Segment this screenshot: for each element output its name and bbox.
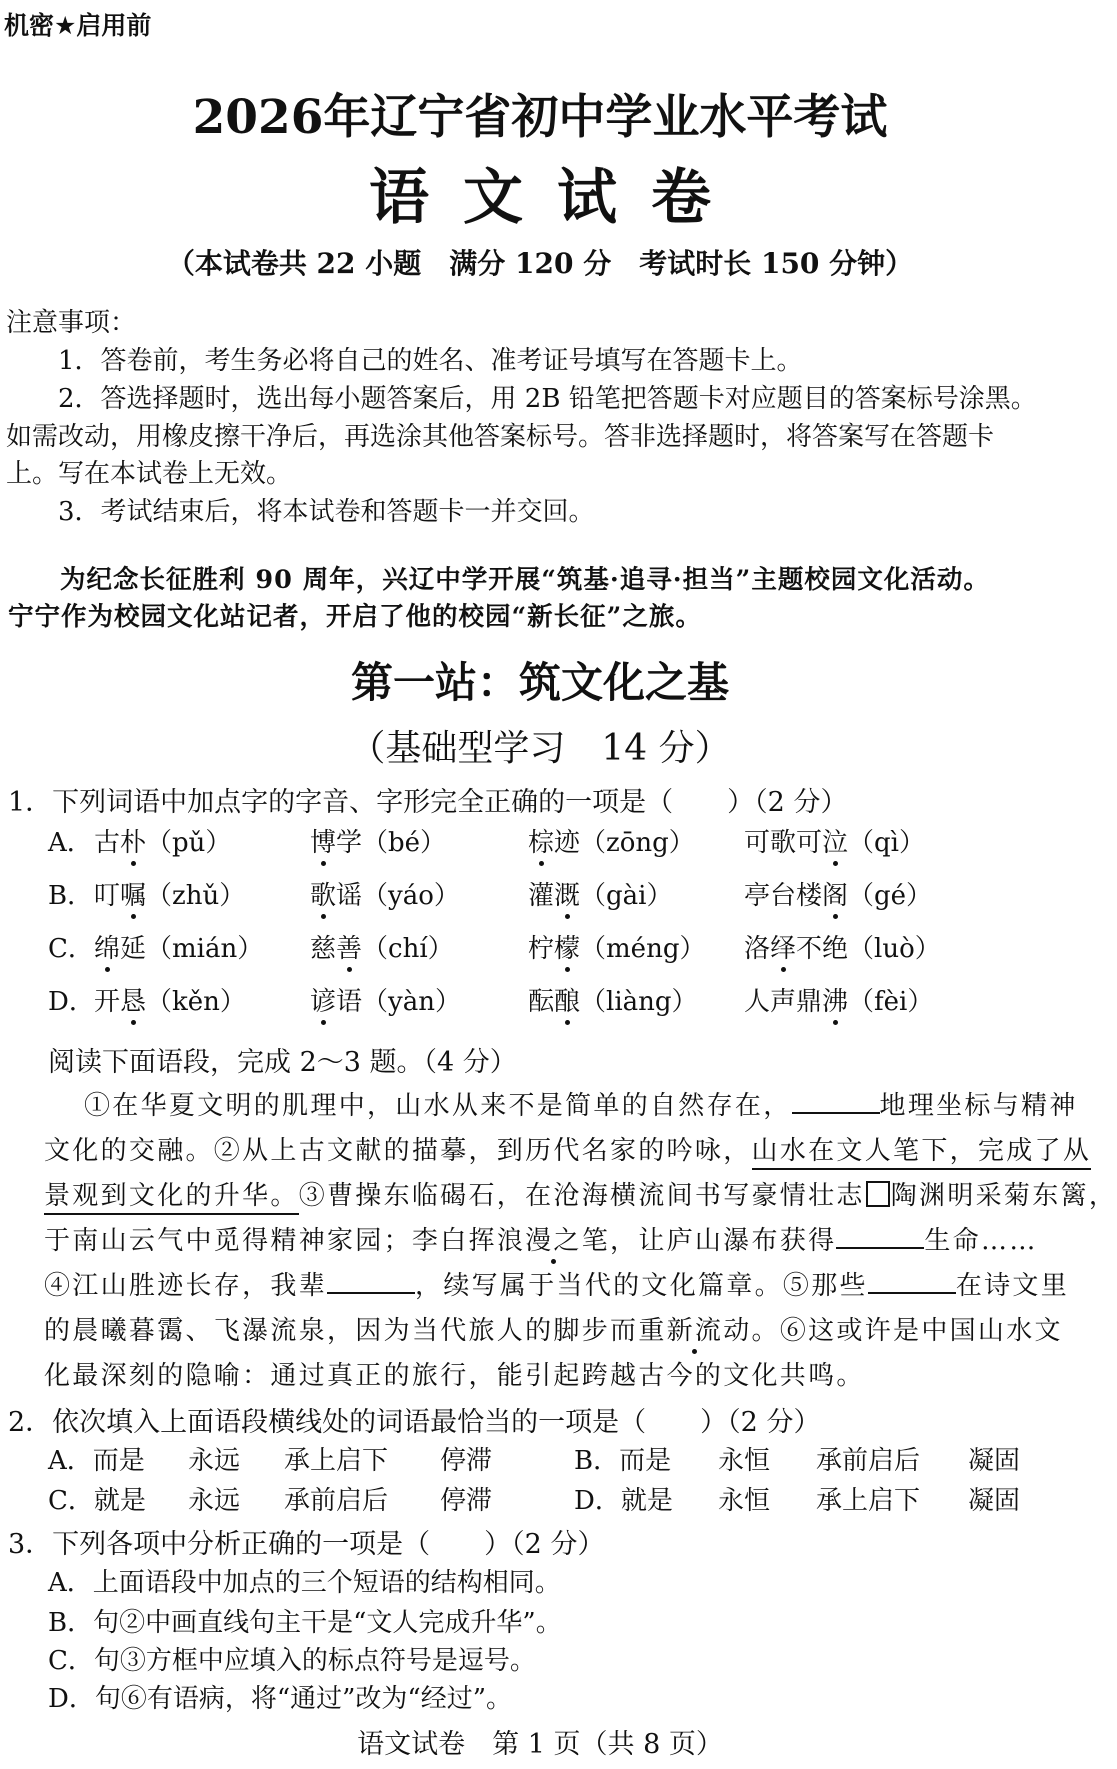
dotted-char: 博 <box>310 822 336 859</box>
q3-option-a: A．上面语段中加点的三个短语的结构相同。 <box>48 1568 561 1598</box>
dotted-char: 泣 <box>822 822 848 859</box>
word: 开 <box>94 987 121 1017</box>
passage-text: 陶渊明采菊东篱， <box>890 1181 1117 1211</box>
dotted-char: 沸 <box>822 981 848 1018</box>
option-word: 永恒 <box>718 1446 771 1476</box>
notice-item-1: 1．答卷前，考生务必将自己的姓名、准考证号填写在答题卡上。 <box>58 346 803 376</box>
pinyin: （bé） <box>362 828 447 858</box>
pinyin: （chí） <box>362 934 454 964</box>
pinyin: （yàn） <box>362 987 461 1017</box>
word: 洛 <box>744 934 771 964</box>
passage-line-6 <box>44 1310 1063 1347</box>
notice-item-2-end: 上。写在本试卷上无效。 <box>6 459 293 489</box>
notice-item-2: 2．答选择题时，选出每小题答案后，用 2B 铅笔把答题卡对应题目的答案标号涂黑。 <box>58 384 1037 414</box>
passage-text: ①在华夏文明的肌理中，山水从来不是简单的自然存在， <box>84 1091 792 1121</box>
option-word: C．就是 <box>48 1486 146 1516</box>
passage-line-4 <box>44 1220 1038 1257</box>
dotted-char: 阁 <box>822 875 848 912</box>
subject-title: 语文试卷 <box>369 163 745 233</box>
pinyin: （zhǔ） <box>146 881 246 911</box>
underlined-sentence: 山水在文人笔下，完成了从 <box>752 1136 1092 1170</box>
q2-option-c <box>48 1480 568 1516</box>
option-word: A．而是 <box>48 1446 145 1476</box>
word: 学 <box>336 828 363 858</box>
dotted-char: 谚 <box>310 981 336 1018</box>
q1-option-d <box>48 981 1048 1021</box>
pinyin: （qì） <box>848 828 925 858</box>
exam-title: 2026年辽宁省初中学业水平考试 <box>192 90 888 145</box>
passage-text: 文化的交融。②从上古文献的描摹，到历代名家的吟咏， <box>44 1136 752 1166</box>
passage-line-3 <box>44 1175 1117 1212</box>
dotted-char: 酿 <box>554 981 580 1018</box>
passage-line-1 <box>84 1085 1078 1122</box>
option-word: 承前启后 <box>816 1446 921 1476</box>
passage-text: ③曹操东临碣石，在沧海横流间书写豪情壮志 <box>298 1181 865 1211</box>
word: 酝 <box>528 987 555 1017</box>
word: 古 <box>94 828 121 858</box>
word: 柠 <box>528 934 555 964</box>
option-word: 停滞 <box>440 1446 493 1476</box>
dotted-char: 歌 <box>310 875 336 912</box>
dotted-char: 绵 <box>94 928 120 965</box>
dotted-char: 檬 <box>554 928 580 965</box>
passage-text: 于南山云气中觅得精神家园；李白挥 <box>44 1226 497 1256</box>
pinyin: （pǔ） <box>146 828 232 858</box>
q1-stem: 1．下列词语中加点字的字音、字形完全正确的一项是（ ）（2 分） <box>8 787 848 818</box>
pinyin: （mián） <box>146 934 264 964</box>
option-word: 凝固 <box>968 1486 1021 1516</box>
dotted-char: 善 <box>336 928 362 965</box>
word: 人声鼎 <box>744 987 823 1017</box>
intro-line-1: 为纪念长征胜利 90 周年，兴辽中学开展“筑基·追寻·担当”主题校园文化活动。 <box>60 565 990 595</box>
passage-text: 地理坐标与精神 <box>879 1091 1078 1121</box>
dotted-phrase: 浪漫之笔 <box>497 1220 610 1257</box>
reading-intro: 阅读下面语段，完成 2～3 题。（4 分） <box>48 1047 517 1078</box>
option-word: 承前启后 <box>284 1486 389 1516</box>
option-word: D．就是 <box>574 1486 673 1516</box>
word: 不绝 <box>796 934 849 964</box>
option-word: 永恒 <box>718 1486 771 1516</box>
passage-text: 的晨曦暮霭、飞瀑流泉，因为当代旅人的脚步而 <box>44 1316 639 1346</box>
pinyin: （kěn） <box>146 987 246 1017</box>
pinyin: （liàng） <box>580 987 698 1017</box>
option-word: 承上启下 <box>284 1446 389 1476</box>
dotted-char: 朴 <box>120 822 146 859</box>
passage-text: ④江山胜迹长存，我辈 <box>44 1271 328 1301</box>
word: 灌 <box>528 881 555 911</box>
q3-stem: 3．下列各项中分析正确的一项是（ ）（2 分） <box>8 1529 605 1560</box>
option-word: 永远 <box>188 1486 241 1516</box>
station-title: 第一站：筑文化之基 <box>350 658 729 707</box>
answer-blank <box>327 1272 415 1294</box>
q1-option-a <box>48 822 1048 862</box>
option-word: 停滞 <box>440 1486 493 1516</box>
word: 迹 <box>554 828 581 858</box>
passage-text: ，让庐山瀑布获得 <box>610 1226 837 1256</box>
passage-line-5 <box>44 1265 1069 1302</box>
dotted-char: 嘱 <box>120 875 146 912</box>
option-word: 永远 <box>188 1446 241 1476</box>
q2-option-a <box>48 1440 568 1476</box>
exam-info: （本试卷共 22 小题 满分 120 分 考试时长 150 分钟） <box>166 247 914 280</box>
q3-option-d: D．句⑥有语病，将“通过”改为“经过”。 <box>48 1684 513 1714</box>
pinyin: （gé） <box>848 881 933 911</box>
word: 延 <box>120 934 147 964</box>
underlined-sentence: 景观到文化的升华。 <box>44 1181 299 1215</box>
confidential-mark: 机密★启用前 <box>4 11 152 40</box>
word: 叮 <box>94 881 121 911</box>
notice-heading: 注意事项： <box>6 308 137 338</box>
intro-line-2: 宁宁作为校园文化站记者，开启了他的校园“新长征”之旅。 <box>8 602 702 632</box>
word: 慈 <box>310 934 337 964</box>
punctuation-box <box>866 1181 890 1207</box>
passage-line-2 <box>44 1130 1091 1167</box>
q3-option-c: C．句③方框中应填入的标点符号是逗号。 <box>48 1646 536 1676</box>
q1-option-b <box>48 875 1048 915</box>
q3-option-b: B．句②中画直线句主干是“文人完成升华”。 <box>48 1608 562 1638</box>
notice-item-2-cont: 如需改动，用橡皮擦干净后，再选涂其他答案标号。答非选择题时，将答案写在答题卡 <box>6 422 995 452</box>
dotted-char: 溉 <box>554 875 580 912</box>
option-label: D． <box>48 987 95 1017</box>
q2-stem: 2．依次填入上面语段横线处的词语最恰当的一项是（ ）（2 分） <box>8 1407 821 1438</box>
option-label: B． <box>48 881 94 911</box>
word: 谣 <box>336 881 363 911</box>
passage-text: 。⑥这或许是中国山水文 <box>751 1316 1063 1346</box>
dotted-char: 棕 <box>528 822 554 859</box>
passage-text: 生命…… <box>924 1226 1038 1256</box>
passage-text: 在诗文里 <box>955 1271 1070 1301</box>
option-word: B．而是 <box>574 1446 672 1476</box>
page-footer: 语文试卷 第 1 页（共 8 页） <box>357 1729 723 1760</box>
pinyin: （luò） <box>848 934 941 964</box>
option-word: 承上启下 <box>816 1486 921 1516</box>
q2-option-b <box>574 1440 1074 1476</box>
pinyin: （zōng） <box>580 828 695 858</box>
passage-text: ，续写属于当代的文化篇章。⑤那些 <box>415 1271 868 1301</box>
q2-option-d <box>574 1480 1074 1516</box>
word: 可歌可 <box>744 828 823 858</box>
option-word: 凝固 <box>968 1446 1021 1476</box>
dotted-char: 绎 <box>770 928 796 965</box>
word: 语 <box>336 987 363 1017</box>
dotted-char: 恳 <box>120 981 146 1018</box>
station-subtitle: （基础型学习 14 分） <box>349 728 731 769</box>
passage-line-7: 化最深刻的隐喻：通过真正的旅行，能引起跨越古今的文化共鸣。 <box>44 1361 865 1391</box>
word: 亭台楼 <box>744 881 823 911</box>
pinyin: （fèi） <box>848 987 934 1017</box>
notice-item-3: 3．考试结束后，将本试卷和答题卡一并交回。 <box>58 497 595 527</box>
pinyin: （méng） <box>580 934 706 964</box>
pinyin: （gài） <box>580 881 673 911</box>
pinyin: （yáo） <box>362 881 460 911</box>
answer-blank <box>868 1272 956 1294</box>
answer-blank <box>836 1227 924 1249</box>
option-label: A． <box>48 828 93 858</box>
q1-option-c <box>48 928 1048 968</box>
answer-blank <box>792 1092 880 1114</box>
dotted-phrase: 重新流动 <box>638 1310 751 1347</box>
option-label: C． <box>48 934 94 964</box>
